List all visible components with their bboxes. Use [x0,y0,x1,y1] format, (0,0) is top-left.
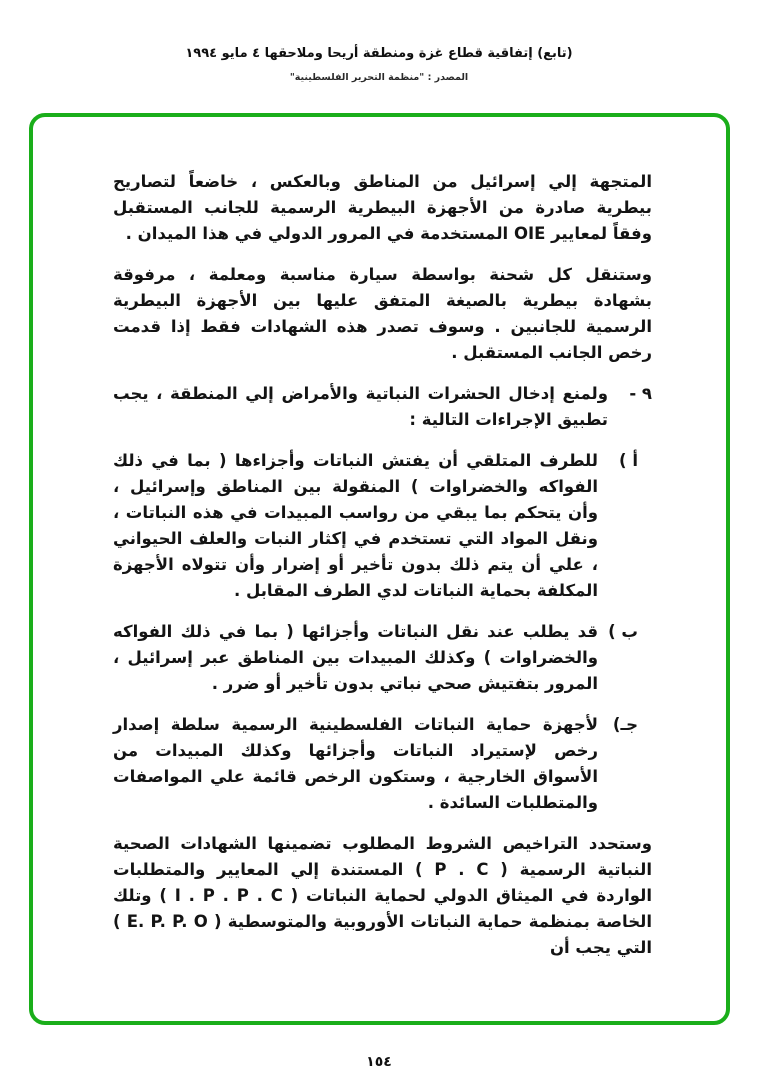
document-body [113,169,652,976]
lettered-item [113,619,652,697]
document-source: المصدر : "منظمة التحرير الفلسطينية" [289,72,469,83]
item-text: قد يطلب عند نقل النباتات وأجزائها ( بما في ذلك الفواكه والخضراوات ) وكذلك المبيدات بين المناطق عبر إسرائيل ، المرور بتفتيش صحي نباتي بدون تأخير أو ضرر . [113,622,598,693]
lettered-item [113,448,652,604]
item-marker: أ ) [619,451,638,470]
item-text: ولمنع إدخال الحشرات النباتية والأمراض إلي المنطقة ، يجب تطبيق الإجراءات التالية : [113,384,608,429]
body-paragraph: المتجهة إلي إسرائيل من المناطق وبالعكس ، خاضعاً لتصاريح بيطرية صادرة من الأجهزة البيطرية الرسمية للجانب المستقبل وفقاً لمعايير OIE المستخدمة في المرور الدولي في هذا الميدان . [113,172,652,243]
body-paragraph: وستحدد التراخيص الشروط المطلوب تضمينها الشهادات الصحية النباتية الرسمية ( P . C ) المستندة إلي المعايير والمتطلبات الواردة في الميثاق الدولي لحماية النباتات ( I . P . P . C ) وتلك الخاصة بمنظمة حماية النباتات الأوروبية والمتوسطية ( E. P. P. O ) التي يجب أن [113,834,652,957]
content-border-box [29,113,730,1025]
item-text: لأجهزة حماية النباتات الفلسطينية الرسمية سلطة إصدار رخص لإستيراد النباتات وأجزائها وكذلك المبيدات من الأسواق الخارجية ، وستكون الرخص قائمة علي المواصفات والمتطلبات السائدة . [113,715,598,812]
item-marker: جـ) [612,715,638,734]
lettered-item [113,712,652,816]
page-number: ١٥٤ [366,1054,392,1070]
numbered-item [113,381,652,433]
item-text: للطرف المتلقي أن يفتش النباتات وأجزاءها ( بما في ذلك الفواكه والخضراوات ) المنقولة بين المناطق وإسرائيل ، وأن يتحكم بما يبقي من رواسب المبيدات في هذه النباتات ، ونقل المواد التي تستخدم في إكثار النبات والعلف الحيواني ، علي أن يتم ذلك بدون تأخير أو إضرار وأن تتولاه الأجهزة المكلفة بحماية النباتات لدي الطرف المقابل . [113,451,598,600]
document-title: (تابع) إتفاقية قطاع غزة ومنطقة أريحا وملاحقها ٤ مايو ١٩٩٤ [185,46,573,61]
item-marker: ٩ - [629,384,652,403]
body-paragraph: وستنقل كل شحنة بواسطة سيارة مناسبة ومعلمة ، مرفوقة بشهادة بيطرية بالصيغة المتفق عليها بين الأجهزة البيطرية الرسمية للجانبين . وسوف تصدر هذه الشهادات فقط إذا قدمت رخص الجانب المستقبل . [113,265,652,362]
item-marker: ب ) [608,622,638,641]
